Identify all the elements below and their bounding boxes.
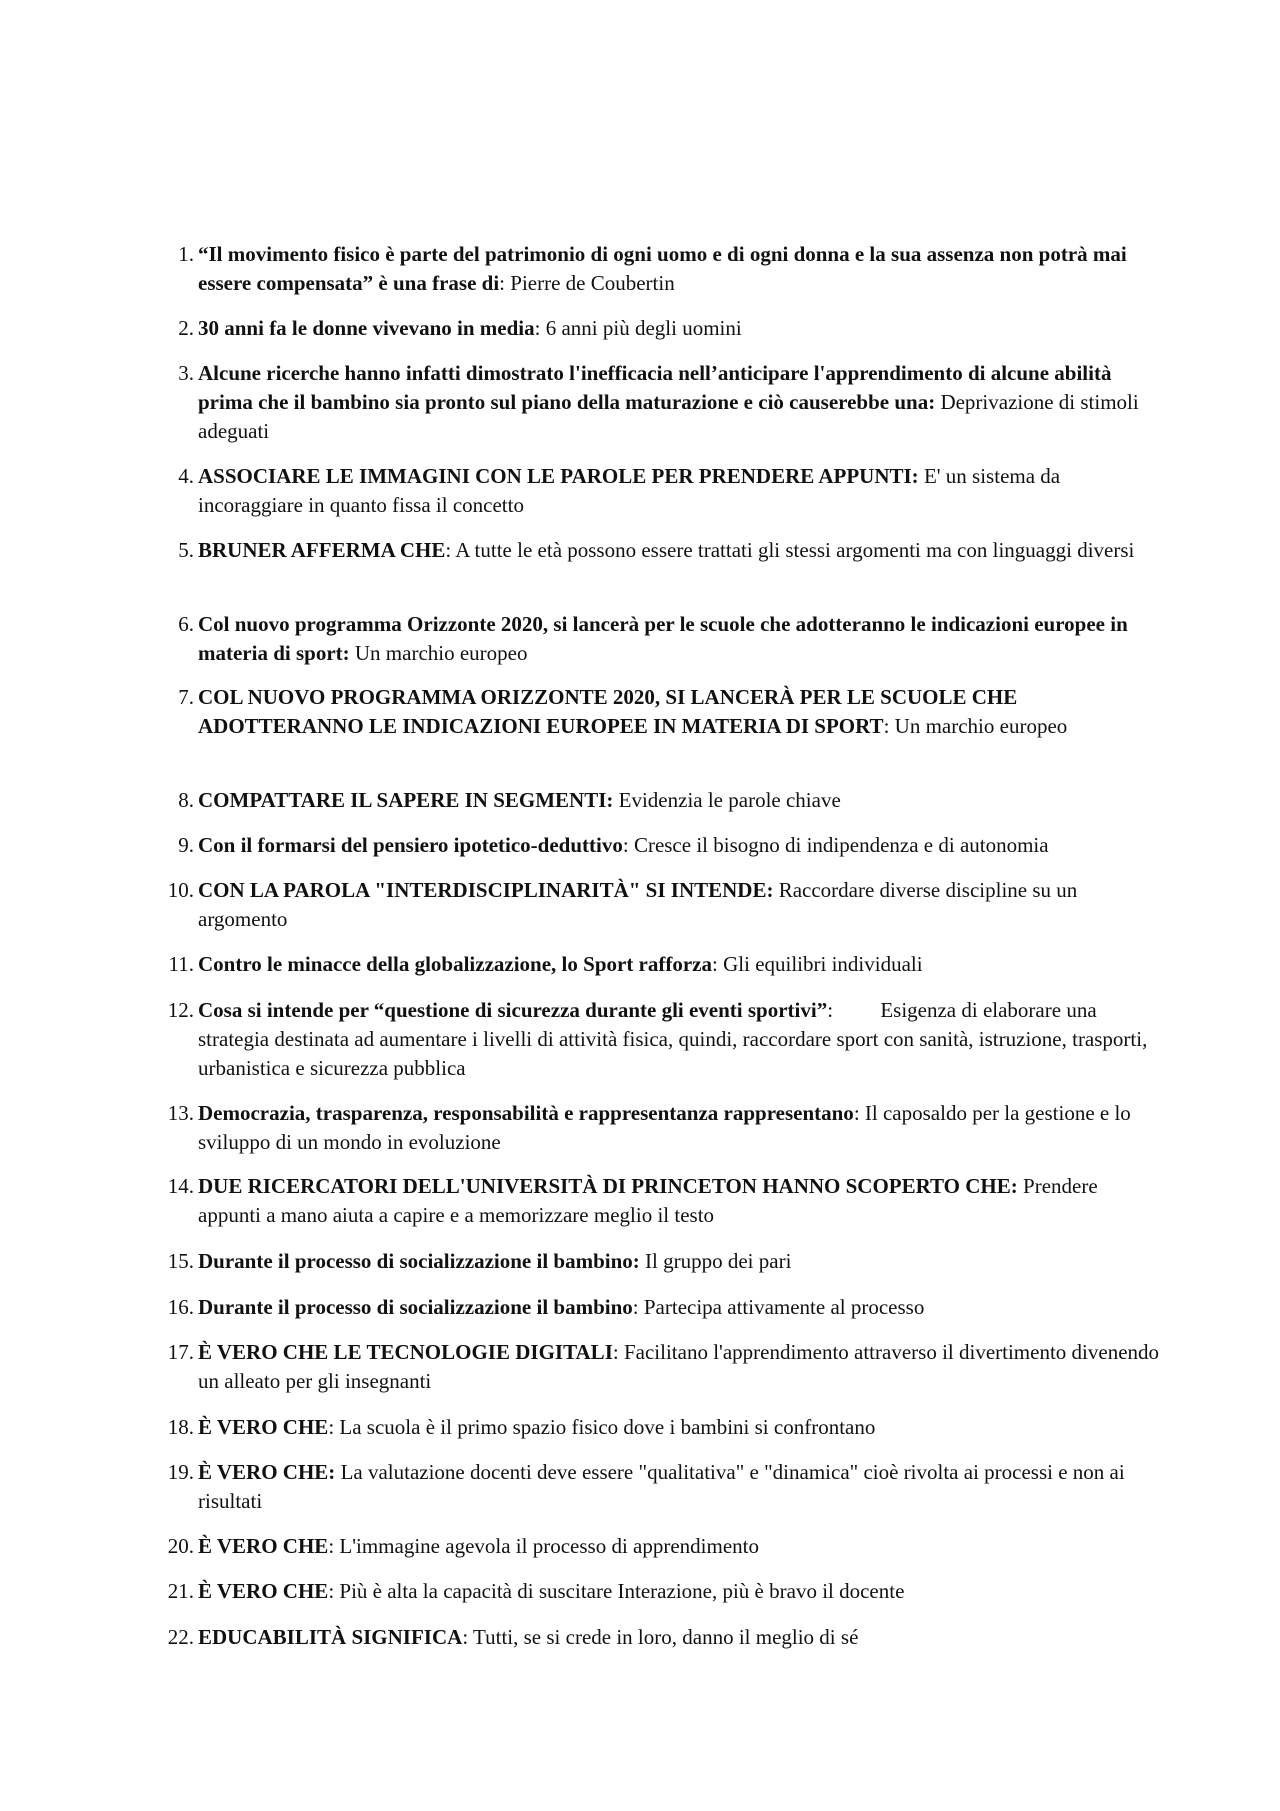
item-separator: :: [853, 1101, 865, 1125]
item-number: 1.: [178, 242, 194, 266]
item-text: [198, 831, 1160, 860]
item-text: [198, 683, 1160, 741]
item-answer: Il caposaldo per la gestione e lo sviluppo di un mondo in evoluzione: [198, 1101, 1131, 1154]
item-answer: Evidenzia le parole chiave: [618, 788, 841, 812]
item-question: È VERO CHE: [198, 1579, 329, 1603]
item-answer: Facilitano l'apprendimento attraverso il divertimento divenendo un alleato per gli insegnanti: [198, 1340, 1160, 1393]
item-answer: Pierre de Coubertin: [510, 271, 675, 295]
item-question: Democrazia, trasparenza, responsabilità e rappresentanza rappresentano: [198, 1101, 854, 1125]
item-question: È VERO CHE:: [198, 1460, 336, 1484]
item-question: Col nuovo programma Orizzonte 2020, si lancerà per le scuole che adotteranno le indicazioni europee in materia di sport:: [198, 612, 1128, 665]
item-answer: Esigenza di elaborare una strategia destinata ad aumentare i livelli di attività fisica, quindi, raccordare sport con sanità, istruzione, trasporti, urbanistica e sicurezza pubblica: [198, 998, 1148, 1080]
item-answer: L'immagine agevola il processo di apprendimento: [339, 1534, 759, 1558]
item-answer: E' un sistema da incoraggiare in quanto fissa il concetto: [198, 464, 1061, 517]
item-answer: Gli equilibri individuali: [723, 952, 923, 976]
item-answer: Il gruppo dei pari: [645, 1249, 792, 1273]
item-question: CON LA PAROLA "INTERDISCIPLINARITÀ" SI INTENDE:: [198, 878, 774, 902]
item-answer: Un marchio europeo: [894, 714, 1068, 738]
item-number: 19.: [167, 1460, 194, 1484]
item-text: [198, 1172, 1160, 1230]
item-text: [198, 536, 1160, 565]
item-number: 12.: [167, 998, 194, 1022]
item-separator: :: [534, 316, 546, 340]
item-question: È VERO CHE LE TECNOLOGIE DIGITALI: [198, 1340, 613, 1364]
item-text: [198, 359, 1160, 446]
item-number: 2.: [178, 316, 194, 340]
item-answer: Cresce il bisogno di indipendenza e di autonomia: [633, 833, 1049, 857]
item-question: 30 anni fa le donne vivevano in media: [198, 316, 535, 340]
item-question: Durante il processo di socializzazione il bambino:: [198, 1249, 640, 1273]
item-question: DUE RICERCATORI DELL'UNIVERSITÀ DI PRINCETON HANNO SCOPERTO CHE:: [198, 1174, 1018, 1198]
item-text: [198, 314, 1160, 343]
item-number: 3.: [178, 361, 194, 385]
item-separator: :: [827, 998, 881, 1022]
item-text: [198, 1413, 1160, 1442]
item-question: Durante il processo di socializzazione il bambino: [198, 1295, 633, 1319]
item-separator: :: [612, 1340, 624, 1364]
item-text: [198, 950, 1160, 979]
item-question: Con il formarsi del pensiero ipotetico-deduttivo: [198, 833, 623, 857]
item-question: Contro le minacce della globalizzazione, lo Sport rafforza: [198, 952, 713, 976]
item-number: 21.: [167, 1579, 194, 1603]
item-text: [198, 1577, 1160, 1606]
item-question: È VERO CHE: [198, 1415, 329, 1439]
item-number: 11.: [168, 952, 194, 976]
item-question: È VERO CHE: [198, 1534, 329, 1558]
item-number: 20.: [167, 1534, 194, 1558]
item-separator: :: [328, 1534, 340, 1558]
item-answer: La valutazione docenti deve essere "qualitativa" e "dinamica" cioè rivolta ai processi e non ai risultati: [198, 1460, 1125, 1513]
item-separator: :: [462, 1625, 474, 1649]
item-question: Cosa si intende per “questione di sicurezza durante gli eventi sportivi”: [198, 998, 828, 1022]
item-answer: Partecipa attivamente al processo: [643, 1295, 925, 1319]
item-number: 4.: [178, 464, 194, 488]
item-answer: Raccordare diverse discipline su un argomento: [198, 878, 1078, 931]
item-question: COL NUOVO PROGRAMMA ORIZZONTE 2020, SI LANCERÀ PER LE SCUOLE CHE ADOTTERANNO LE INDICAZIONI EUROPEE IN MATERIA DI SPORT: [198, 685, 1018, 738]
item-number: 22.: [167, 1625, 194, 1649]
item-text: [198, 462, 1160, 520]
item-number: 18.: [167, 1415, 194, 1439]
item-text: [198, 876, 1160, 934]
item-number: 15.: [167, 1249, 194, 1273]
item-text: [198, 1532, 1160, 1561]
item-separator: :: [883, 714, 895, 738]
item-answer: La scuola è il primo spazio fisico dove i bambini si confrontano: [339, 1415, 876, 1439]
item-text: [198, 1623, 1160, 1652]
item-text: [198, 1099, 1160, 1157]
item-answer: A tutte le età possono essere trattati gli stessi argomenti ma con linguaggi diversi: [455, 538, 1135, 562]
item-number: 17.: [167, 1340, 194, 1364]
item-text: [198, 1458, 1160, 1516]
item-text: [198, 1293, 1160, 1322]
item-text: [198, 1338, 1160, 1396]
item-text: [198, 1247, 1160, 1276]
item-text: [198, 996, 1160, 1083]
item-answer: Prendere appunti a mano aiuta a capire e a memorizzare meglio il testo: [198, 1174, 1098, 1227]
item-question: COMPATTARE IL SAPERE IN SEGMENTI:: [198, 788, 614, 812]
item-separator: :: [445, 538, 456, 562]
item-answer: Più è alta la capacità di suscitare Interazione, più è bravo il docente: [339, 1579, 905, 1603]
item-separator: :: [328, 1415, 340, 1439]
item-separator: :: [622, 833, 634, 857]
item-number: 14.: [167, 1174, 194, 1198]
item-number: 6.: [178, 612, 194, 636]
item-separator: :: [499, 271, 511, 295]
item-number: 9.: [178, 833, 194, 857]
item-text: [198, 240, 1160, 298]
item-number: 13.: [167, 1101, 194, 1125]
item-answer: Deprivazione di stimoli adeguati: [198, 390, 1139, 443]
item-text: [198, 786, 1160, 815]
item-number: 10.: [167, 878, 194, 902]
item-separator: :: [632, 1295, 644, 1319]
item-number: 5.: [178, 538, 194, 562]
item-question: BRUNER AFFERMA CHE: [198, 538, 446, 562]
item-number: 8.: [178, 788, 194, 812]
item-answer: Un marchio europeo: [354, 641, 528, 665]
item-number: 16.: [167, 1295, 194, 1319]
item-answer: Tutti, se si crede in loro, danno il meglio di sé: [473, 1625, 859, 1649]
item-separator: :: [712, 952, 724, 976]
item-question: EDUCABILITÀ SIGNIFICA: [198, 1625, 463, 1649]
item-question: Alcune ricerche hanno infatti dimostrato l'inefficacia nell’anticipare l'apprendimento di alcune abilità prima che il bambino sia pronto sul piano della maturazione e ciò causerebbe una:: [198, 361, 1112, 414]
item-text: [198, 610, 1160, 668]
item-answer: 6 anni più degli uomini: [545, 316, 742, 340]
item-question: “Il movimento fisico è parte del patrimonio di ogni uomo e di ogni donna e la sua assenza non potrà mai essere compensata” è una frase di: [198, 242, 1127, 295]
item-number: 7.: [178, 685, 194, 709]
item-question: ASSOCIARE LE IMMAGINI CON LE PAROLE PER PRENDERE APPUNTI:: [198, 464, 919, 488]
item-separator: :: [328, 1579, 340, 1603]
